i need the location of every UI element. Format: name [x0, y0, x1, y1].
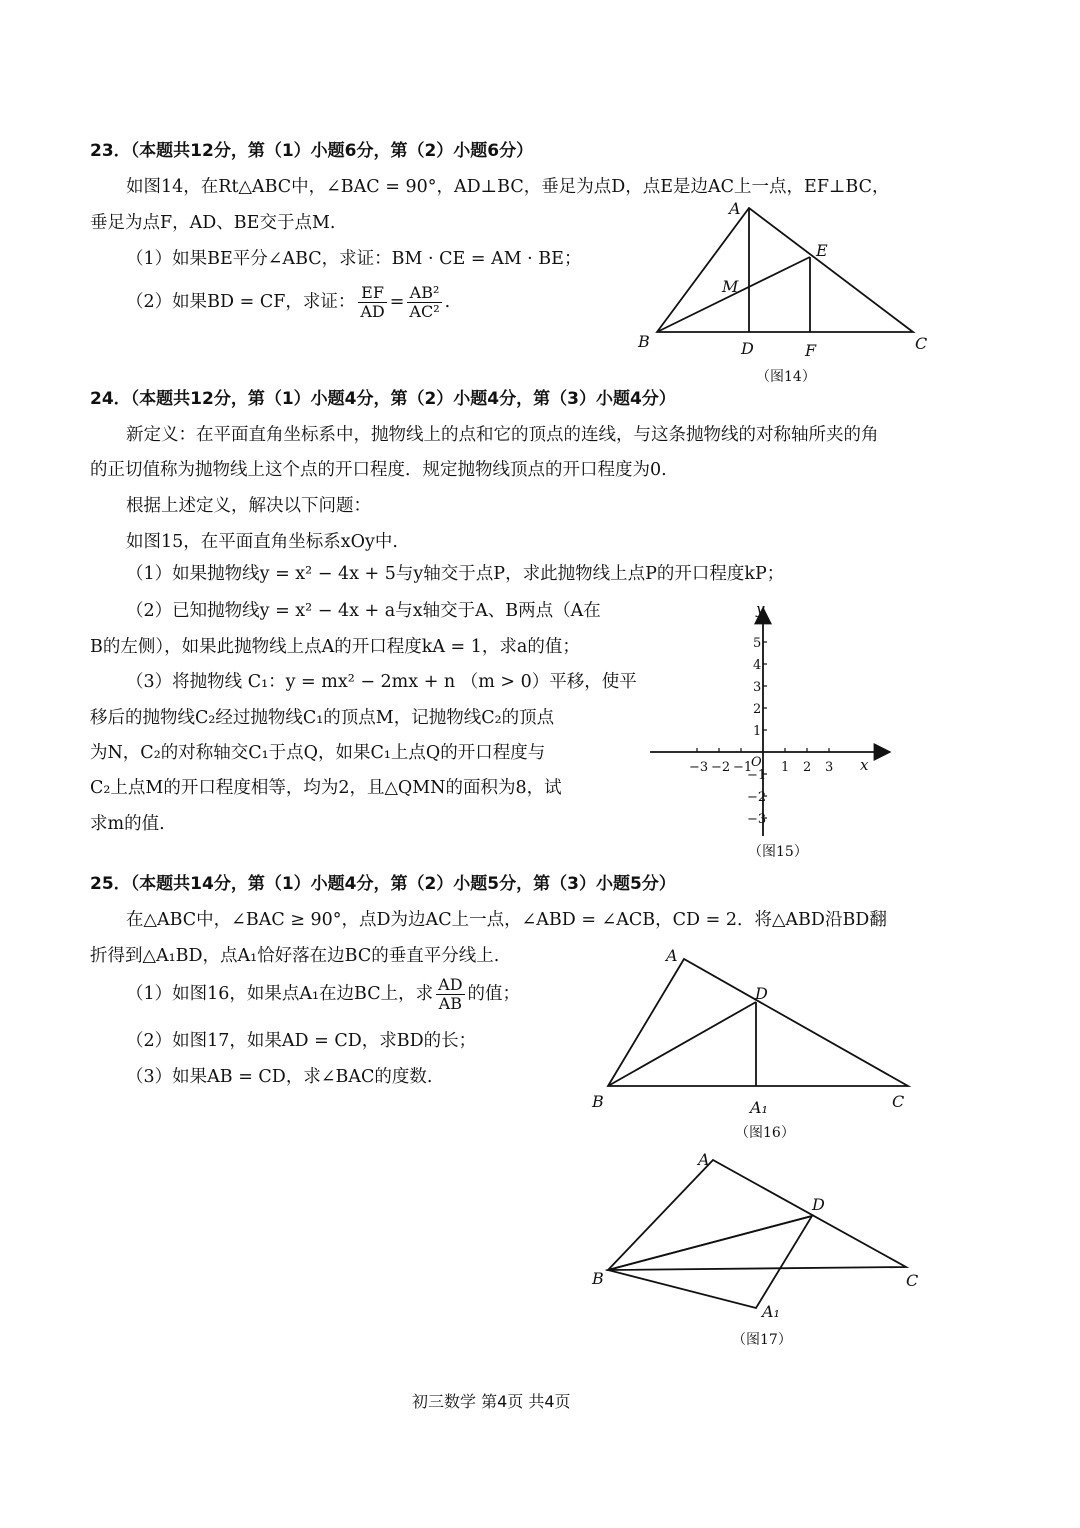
label-c: C — [915, 334, 928, 353]
label-b: B — [638, 332, 650, 351]
figure-15-caption: （图15） — [748, 844, 808, 860]
q23-line2: 垂足为点F，AD、BE交于点M. — [90, 213, 336, 233]
y-tick-label: 4 — [753, 658, 762, 673]
q25-line1: 在△ABC中，∠BAC ≥ 90°，点D为边AC上一点，∠ABD = ∠ACB，CD = 2．将△ABD沿BD翻 — [126, 910, 887, 930]
frac-denominator: AD — [360, 302, 385, 321]
label-b: B — [592, 1269, 604, 1288]
q25-part2: （2）如图17，如果AD = CD，求BD的长； — [126, 1031, 477, 1051]
q24-context: 如图15，在平面直角坐标系xOy中. — [126, 532, 398, 552]
q24-part3-line2: 移后的抛物线C₂经过抛物线C₁的顶点M，记抛物线C₂的顶点 — [90, 708, 555, 728]
origin-label: O — [751, 755, 762, 770]
q23-part2: （2）如果BD = CF，求证： $\frac{EF}{AD}$ = $\frac{\text{AB²}}{\text{AC²}}$ . — [126, 283, 451, 321]
q24-header: 24．（本题共12分，第（1）小题4分，第（2）小题4分，第（3）小题4分） — [90, 389, 676, 409]
q24-def2: 的正切值称为抛物线上这个点的开口程度．规定抛物线顶点的开口程度为0. — [90, 460, 667, 480]
q25-part3: （3）如果AB = CD，求∠BAC的度数. — [126, 1067, 433, 1087]
label-d: D — [755, 984, 768, 1003]
y-tick-label: −3 — [747, 812, 767, 827]
label-a: A — [666, 946, 678, 965]
q24-part2-line1: （2）已知抛物线y = x² − 4x + a与x轴交于A、B两点（A在 — [126, 601, 601, 621]
label-a: A — [729, 199, 741, 218]
x-tick-label: 3 — [825, 760, 834, 775]
y-axis-label: y — [756, 600, 765, 618]
label-a1: A₁ — [750, 1098, 768, 1117]
y-tick-label: −1 — [747, 768, 767, 783]
figure-14-caption: （图14） — [756, 369, 816, 385]
q23-part2-prefix: （2）如果BD = CF，求证： — [126, 292, 356, 312]
q24-part3-line5: 求m的值. — [90, 814, 165, 834]
y-tick-label: 3 — [753, 680, 762, 695]
label-e: E — [816, 241, 828, 260]
y-tick-label: 5 — [753, 636, 762, 651]
x-tick-label: −1 — [733, 760, 753, 775]
label-f: F — [805, 341, 817, 360]
x-tick-label: 1 — [781, 760, 790, 775]
q23-fraction-left — [358, 284, 386, 321]
frac-numerator: EF — [358, 284, 386, 303]
figure-17 — [580, 1145, 930, 1355]
y-tick-label: 1 — [753, 724, 762, 739]
q23-header: 23．（本题共12分，第（1）小题6分，第（2）小题6分） — [90, 141, 534, 161]
q24-part1: （1）如果抛物线y = x² − 4x + 5与y轴交于点P，求此抛物线上点P的开口程度kP； — [126, 564, 785, 584]
label-c: C — [892, 1092, 905, 1111]
q25-part1-prefix: （1）如图16，如果点A₁在边BC上，求 — [126, 984, 434, 1004]
q23-part1: （1）如果BE平分∠ABC，求证：BM · CE = AM · BE； — [126, 249, 582, 269]
frac-denominator: AC² — [409, 302, 440, 321]
q24-part3-line4: C₂上点M的开口程度相等，均为2，且△QMN的面积为8，试 — [90, 778, 562, 798]
x-tick-label: −3 — [689, 760, 709, 775]
figure-14 — [620, 195, 940, 395]
y-tick-label: 2 — [753, 702, 762, 717]
q23-line1: 如图14，在Rt△ABC中，∠BAC = 90°，AD⊥BC，垂足为点D，点E是边AC上一点，EF⊥BC， — [126, 177, 890, 197]
label-m: M — [722, 277, 739, 296]
q23-fraction-right — [407, 284, 441, 321]
q25-part1 — [126, 972, 520, 1016]
triangle-abc — [608, 959, 908, 1086]
q24-part2-line2: B的左侧），如果此抛物线上点A的开口程度kA = 1，求a的值； — [90, 637, 580, 657]
q24-part3-line1: （3）将抛物线 C₁：y = mx² − 2mx + n （m > 0）平移，使平 — [126, 672, 637, 692]
q25-header: 25．（本题共14分，第（1）小题4分，第（2）小题5分，第（3）小题5分） — [90, 874, 676, 894]
label-b: B — [592, 1092, 604, 1111]
figure-17-caption: （图17） — [732, 1332, 792, 1348]
y-tick-label: −2 — [747, 790, 767, 805]
frac-numerator: AD — [438, 975, 463, 994]
label-a: A — [698, 1150, 710, 1169]
x-tick-label: −2 — [711, 760, 731, 775]
q24-def1: 新定义：在平面直角坐标系中，抛物线上的点和它的顶点的连线，与这条抛物线的对称轴所夹的角 — [126, 425, 879, 445]
frac-denominator: AB — [438, 994, 462, 1013]
label-a1: A₁ — [762, 1302, 780, 1321]
x-tick-label: 2 — [803, 760, 812, 775]
q25-line2: 折得到△A₁BD，点A₁恰好落在边BC的垂直平分线上. — [90, 946, 500, 966]
label-c: C — [906, 1271, 919, 1290]
label-d: D — [812, 1195, 825, 1214]
q25-part1-suffix: 的值； — [467, 984, 521, 1004]
figure-16-caption: （图16） — [735, 1125, 795, 1141]
figure-15-axes — [640, 598, 900, 868]
segment-bd — [608, 1002, 756, 1086]
frac-numerator: AB² — [407, 284, 441, 303]
triangle-abc — [608, 1160, 906, 1270]
q24-intro: 根据上述定义，解决以下问题： — [126, 496, 371, 516]
triangle-a1bd — [608, 1216, 812, 1308]
q24-part3-line3: 为N，C₂的对称轴交C₁于点Q，如果C₁上点Q的开口程度与 — [90, 743, 546, 763]
label-d: D — [741, 339, 754, 358]
x-axis-label: x — [860, 756, 869, 774]
page-footer: 初三数学 第4页 共4页 — [412, 1392, 571, 1411]
figure-16 — [580, 940, 930, 1150]
q25-fraction — [436, 976, 464, 1013]
